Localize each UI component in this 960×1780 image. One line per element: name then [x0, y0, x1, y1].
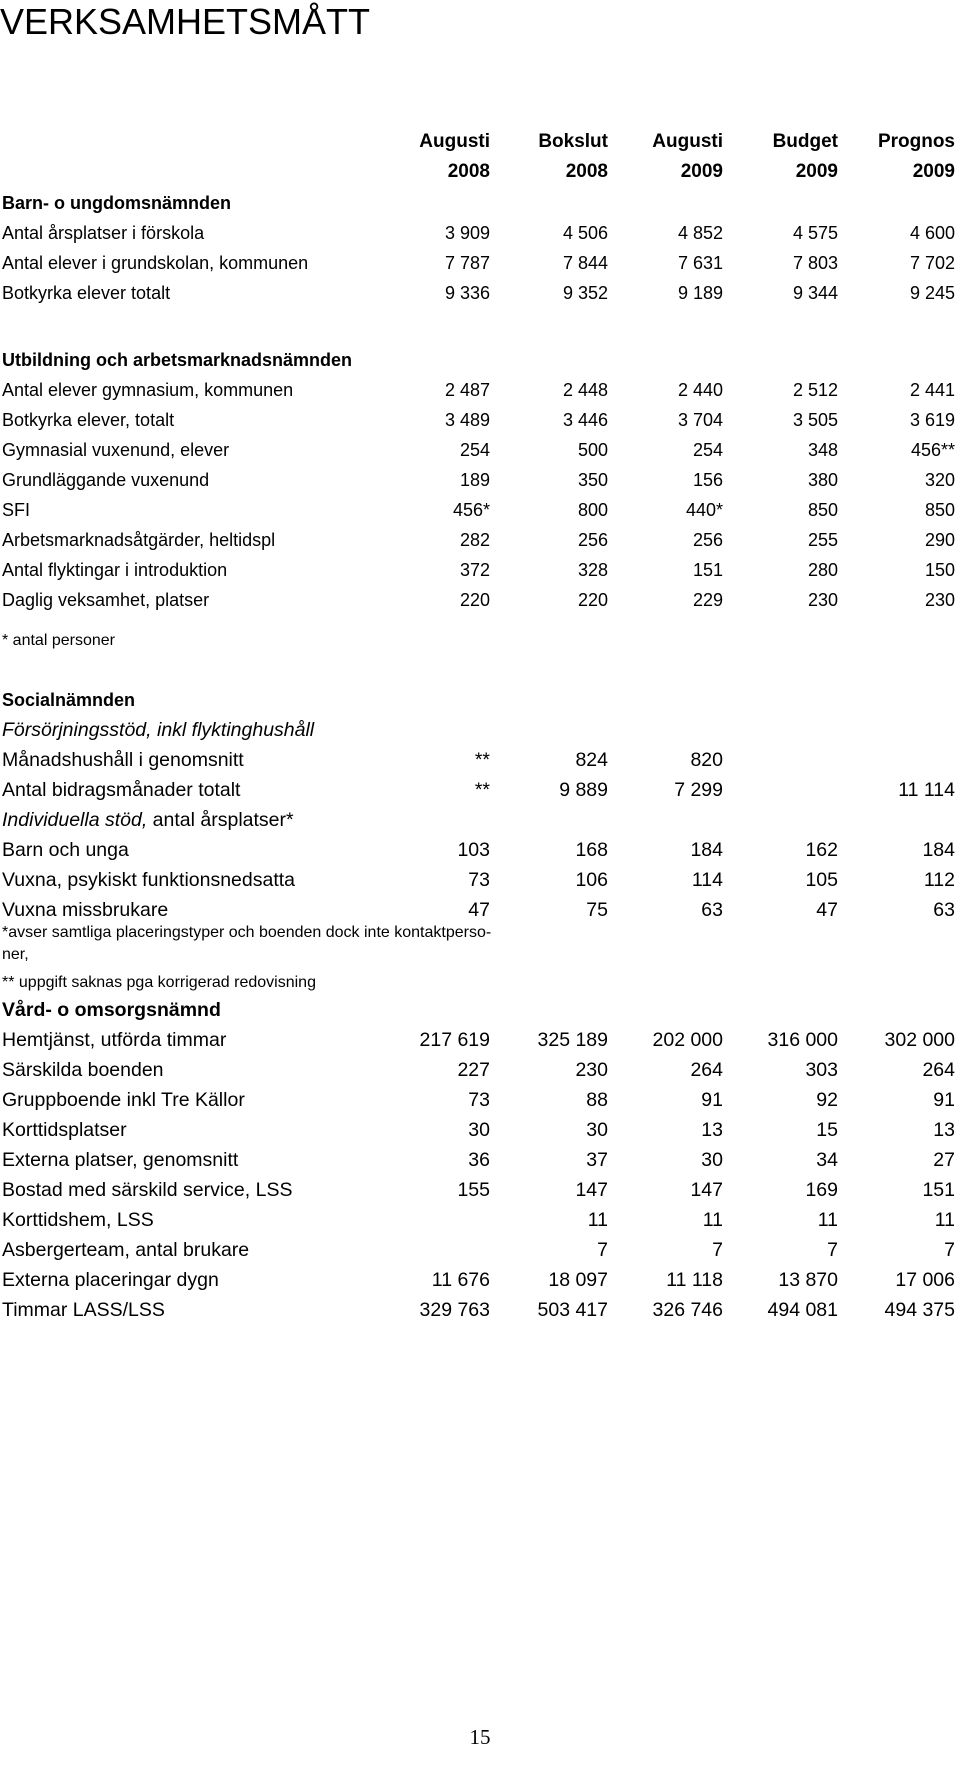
- row-value: 7 803: [792, 253, 838, 273]
- row-value: 2 512: [792, 380, 838, 400]
- table-row: [0, 775, 960, 805]
- subheading-row: [0, 715, 960, 745]
- table-row: [0, 1025, 960, 1055]
- table-row: [0, 465, 960, 495]
- col-header-month: Budget: [772, 131, 838, 152]
- row-value: 329 763: [419, 1299, 490, 1321]
- section-title: Barn- o ungdomsnämnden: [2, 193, 231, 213]
- row-value: 11 118: [666, 1269, 723, 1291]
- row-value: 4 600: [909, 223, 955, 243]
- subheading-row: [0, 805, 960, 835]
- table-row: [0, 1115, 960, 1145]
- row-value: 302 000: [884, 1029, 955, 1051]
- row-value: 11: [934, 1209, 955, 1231]
- section-heading: [0, 995, 960, 1025]
- row-value: 3 619: [909, 410, 955, 430]
- row-value: 325 189: [537, 1029, 608, 1051]
- row-value: 151: [692, 560, 723, 580]
- row-value: 30: [701, 1149, 723, 1171]
- row-value: 168: [575, 839, 608, 861]
- row-value: 9 352: [562, 283, 608, 303]
- row-value: 30: [586, 1119, 608, 1141]
- col-header-year: 2009: [912, 161, 955, 182]
- table-row: [0, 1235, 960, 1265]
- row-value: **: [474, 779, 490, 801]
- row-value: 350: [577, 470, 608, 490]
- row-label: Asbergerteam, antal brukare: [2, 1239, 250, 1261]
- row-label: Grundläggande vuxenund: [2, 470, 210, 490]
- row-value: 169: [805, 1179, 838, 1201]
- row-value: 34: [816, 1149, 838, 1171]
- footnote: *avser samtliga placeringstyper och boenden dock inte kontaktperso-: [2, 924, 492, 941]
- row-value: 320: [924, 470, 955, 490]
- row-value: 106: [575, 869, 608, 891]
- table-row: [0, 525, 960, 555]
- row-value: 456*: [452, 500, 490, 520]
- row-value: 456**: [910, 440, 955, 460]
- row-value: 7 631: [677, 253, 723, 273]
- row-value: 155: [457, 1179, 490, 1201]
- row-label: Externa placeringar dygn: [2, 1269, 219, 1291]
- row-value: 326 746: [652, 1299, 723, 1321]
- row-value: 63: [701, 899, 723, 921]
- table-row: [0, 218, 960, 248]
- row-value: 7: [597, 1239, 608, 1261]
- row-value: 256: [692, 530, 723, 550]
- row-label: Vuxna, psykiskt funktionsnedsatta: [2, 869, 296, 891]
- row-value: 4 852: [677, 223, 723, 243]
- row-value: 7 787: [444, 253, 490, 273]
- row-label: Vuxna missbrukare: [2, 899, 169, 921]
- row-value: 230: [575, 1059, 608, 1081]
- row-value: 3 909: [444, 223, 490, 243]
- row-value: 220: [459, 590, 490, 610]
- row-value: 13 870: [778, 1269, 838, 1291]
- row-value: 9 889: [559, 779, 608, 801]
- row-label: Särskilda boenden: [2, 1059, 164, 1081]
- row-label: Timmar LASS/LSS: [2, 1299, 165, 1321]
- col-header-month: Prognos: [877, 131, 955, 152]
- row-value: 9 344: [792, 283, 838, 303]
- table-row: [0, 745, 960, 775]
- row-value: 229: [692, 590, 723, 610]
- row-value: 500: [577, 440, 608, 460]
- row-value: 13: [701, 1119, 723, 1141]
- table-row: [0, 375, 960, 405]
- row-value: 202 000: [652, 1029, 723, 1051]
- row-value: 73: [468, 1089, 490, 1111]
- row-value: 9 189: [677, 283, 723, 303]
- row-value: 503 417: [537, 1299, 608, 1321]
- table-row: [0, 1205, 960, 1235]
- row-value: 800: [577, 500, 608, 520]
- row-value: 162: [805, 839, 838, 861]
- row-value: 227: [457, 1059, 490, 1081]
- row-label: Månadshushåll i genomsnitt: [2, 749, 244, 771]
- row-label: Antal elever i grundskolan, kommunen: [2, 253, 309, 273]
- row-value: 88: [586, 1089, 608, 1111]
- col-header-year: 2009: [680, 161, 723, 182]
- row-value: 9 245: [909, 283, 955, 303]
- row-value: 147: [575, 1179, 608, 1201]
- table-row: [0, 865, 960, 895]
- row-value: 2 448: [562, 380, 608, 400]
- row-label: Korttidshem, LSS: [2, 1209, 154, 1231]
- row-value: 7: [712, 1239, 723, 1261]
- row-value: 73: [468, 869, 490, 891]
- row-label: Bostad med särskild service, LSS: [2, 1179, 293, 1201]
- row-value: 7 844: [562, 253, 608, 273]
- row-value: 230: [924, 590, 955, 610]
- row-value: 256: [577, 530, 608, 550]
- row-value: 30: [468, 1119, 490, 1141]
- section-title: Socialnämnden: [2, 690, 136, 710]
- row-value: 156: [692, 470, 723, 490]
- footnote: * antal personer: [2, 632, 115, 649]
- row-value: 36: [468, 1149, 490, 1171]
- footnote: ** uppgift saknas pga korrigerad redovisning: [2, 974, 316, 991]
- row-value: 7: [944, 1239, 955, 1261]
- col-header-month: Augusti: [419, 131, 490, 152]
- row-value: 184: [690, 839, 723, 861]
- header-months-row: [0, 127, 960, 157]
- row-value: **: [474, 749, 490, 771]
- row-value: 303: [805, 1059, 838, 1081]
- row-value: 820: [690, 749, 723, 771]
- page-title: VERKSAMHETSMÅTT: [0, 1, 371, 42]
- row-value: 282: [459, 530, 490, 550]
- row-value: 91: [933, 1089, 955, 1111]
- subheading-italic: Individuella stöd,: [2, 809, 148, 831]
- row-value: 254: [459, 440, 490, 460]
- table-row: [0, 1085, 960, 1115]
- row-value: 112: [923, 869, 955, 891]
- row-value: 280: [807, 560, 838, 580]
- row-label: Hemtjänst, utförda timmar: [2, 1029, 227, 1051]
- row-value: 3 505: [792, 410, 838, 430]
- row-value: 4 575: [792, 223, 838, 243]
- table-row: [0, 248, 960, 278]
- row-value: 18 097: [548, 1269, 608, 1291]
- table-row: [0, 1145, 960, 1175]
- row-value: 47: [468, 899, 490, 921]
- col-header-year: 2008: [565, 161, 608, 182]
- row-label: Barn och unga: [2, 839, 129, 861]
- section-title: Utbildning och arbetsmarknadsnämnden: [2, 350, 353, 370]
- row-value: 372: [459, 560, 490, 580]
- section-heading: [0, 685, 960, 715]
- row-value: 2 441: [909, 380, 955, 400]
- row-value: 11: [702, 1209, 723, 1231]
- row-value: 37: [586, 1149, 608, 1171]
- row-label: Botkyrka elever totalt: [2, 283, 171, 303]
- col-header-month: Augusti: [652, 131, 723, 152]
- row-value: 230: [807, 590, 838, 610]
- row-value: 13: [933, 1119, 955, 1141]
- table-row: [0, 1175, 960, 1205]
- row-label: Korttidsplatser: [2, 1119, 127, 1141]
- subheading: [2, 805, 294, 835]
- table-row: [0, 435, 960, 465]
- row-label: Botkyrka elever, totalt: [2, 410, 175, 430]
- row-value: 105: [805, 869, 838, 891]
- row-value: 255: [807, 530, 838, 550]
- table-row: [0, 405, 960, 435]
- row-value: 2 440: [677, 380, 723, 400]
- row-value: 7 299: [674, 779, 723, 801]
- row-label: Antal bidragsmånader totalt: [2, 779, 241, 801]
- row-value: 380: [807, 470, 838, 490]
- section-title: Vård- o omsorgsnämnd: [2, 999, 221, 1021]
- row-label: Antal flyktingar i introduktion: [2, 560, 228, 580]
- table-row: [0, 495, 960, 525]
- row-value: 3 489: [444, 410, 490, 430]
- row-value: 850: [924, 500, 955, 520]
- row-value: 9 336: [444, 283, 490, 303]
- row-value: 3 704: [677, 410, 723, 430]
- row-value: 47: [816, 899, 838, 921]
- row-label: Gymnasial vuxenund, elever: [2, 440, 230, 460]
- header-years-row: [0, 157, 960, 187]
- col-header-year: 2008: [447, 161, 490, 182]
- row-value: 11 676: [431, 1269, 490, 1291]
- row-value: 11: [817, 1209, 838, 1231]
- row-value: 850: [807, 500, 838, 520]
- footnote: ner,: [2, 946, 29, 963]
- table-row: [0, 1265, 960, 1295]
- row-label: Antal elever gymnasium, kommunen: [2, 380, 294, 400]
- row-value: 114: [691, 869, 723, 891]
- row-value: 27: [933, 1149, 955, 1171]
- table-row: [0, 1295, 960, 1325]
- row-value: 494 375: [884, 1299, 955, 1321]
- table-row: [0, 1055, 960, 1085]
- row-value: 17 006: [895, 1269, 955, 1291]
- row-value: 11: [587, 1209, 608, 1231]
- row-value: 7 702: [909, 253, 955, 273]
- row-value: 217 619: [419, 1029, 490, 1051]
- row-value: 147: [690, 1179, 723, 1201]
- row-value: 328: [577, 560, 608, 580]
- row-value: 348: [807, 440, 838, 460]
- row-value: 824: [575, 749, 608, 771]
- row-value: 4 506: [562, 223, 608, 243]
- row-value: 63: [933, 899, 955, 921]
- row-value: 75: [586, 899, 608, 921]
- row-value: 7: [827, 1239, 838, 1261]
- subheading-rest: antal årsplatser*: [147, 809, 294, 831]
- row-label: Gruppboende inkl Tre Källor: [2, 1089, 245, 1111]
- row-value: 151: [922, 1179, 955, 1201]
- row-value: 264: [922, 1059, 955, 1081]
- row-value: 3 446: [562, 410, 608, 430]
- row-value: 254: [692, 440, 723, 460]
- row-label: Antal årsplatser i förskola: [2, 223, 205, 243]
- table-row: [0, 835, 960, 865]
- section-heading: [0, 345, 960, 375]
- table-row: [0, 278, 960, 308]
- table-row: [0, 895, 960, 925]
- subheading: Försörjningsstöd, inkl flyktinghushåll: [2, 719, 315, 741]
- row-label: Arbetsmarknadsåtgärder, heltidspl: [2, 530, 276, 550]
- row-label: Externa platser, genomsnitt: [2, 1149, 239, 1171]
- row-value: 184: [922, 839, 955, 861]
- row-value: 91: [701, 1089, 723, 1111]
- row-value: 2 487: [444, 380, 490, 400]
- table-row: [0, 585, 960, 615]
- row-value: 11 114: [898, 779, 955, 801]
- section-heading: [0, 188, 960, 218]
- table-row: [0, 555, 960, 585]
- row-value: 92: [816, 1089, 838, 1111]
- row-value: 440*: [685, 500, 723, 520]
- row-value: 103: [457, 839, 490, 861]
- row-value: 290: [924, 530, 955, 550]
- row-value: 220: [577, 590, 608, 610]
- col-header-month: Bokslut: [538, 131, 608, 152]
- row-value: 150: [924, 560, 955, 580]
- page-number: 15: [469, 1725, 491, 1749]
- row-label: Daglig veksamhet, platser: [2, 590, 210, 610]
- row-value: 494 081: [767, 1299, 838, 1321]
- row-label: SFI: [2, 500, 31, 520]
- row-value: 15: [816, 1119, 838, 1141]
- row-value: 316 000: [767, 1029, 838, 1051]
- col-header-year: 2009: [795, 161, 838, 182]
- row-value: 189: [459, 470, 490, 490]
- row-value: 264: [690, 1059, 723, 1081]
